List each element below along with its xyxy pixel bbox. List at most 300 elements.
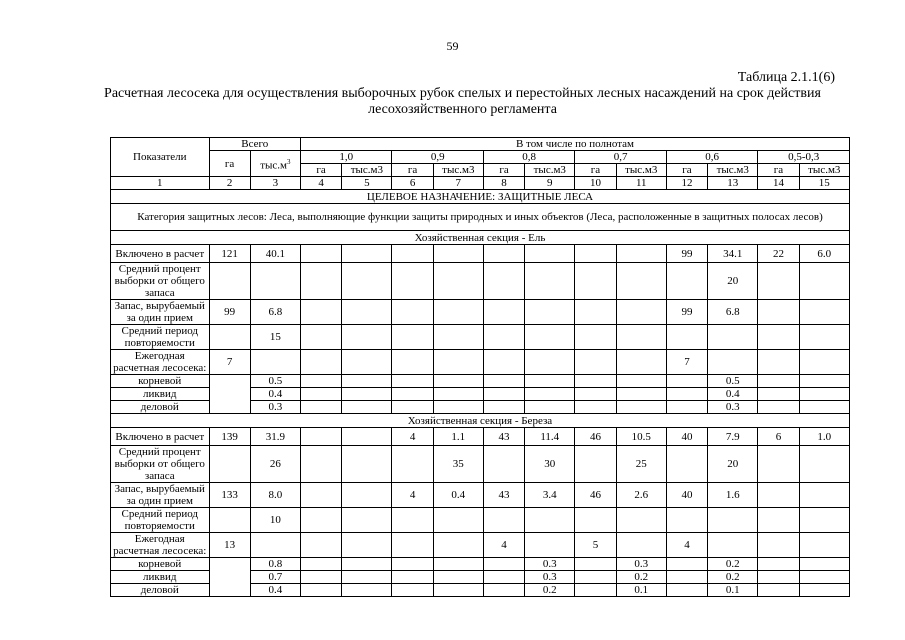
table-cell [799,401,849,414]
table-cell [483,263,524,300]
table-cell [799,350,849,375]
table-cell [525,533,575,558]
column-number: 3 [250,177,300,190]
table-row [111,428,850,446]
table-cell [708,325,758,350]
table-cell [342,533,392,558]
table-cell [392,584,433,597]
row-label: Ежегодная расчетная лесосека: [111,533,210,558]
table-row [111,508,850,533]
table-cell [525,508,575,533]
table-cell: 7.9 [708,428,758,446]
header-unit-m3: тыс.м3 [525,164,575,177]
row-label: ликвид [111,388,210,401]
purpose-row [111,190,850,204]
table-cell [575,245,616,263]
table-cell [209,558,250,597]
table-cell [758,483,799,508]
section-heading-row [111,231,850,245]
table-cell [525,245,575,263]
column-number: 14 [758,177,799,190]
table-cell [575,350,616,375]
table-cell: 13 [209,533,250,558]
table-cell: 4 [666,533,707,558]
table-cell [392,446,433,483]
table-cell: 0.4 [250,584,300,597]
table-cell [799,446,849,483]
table-cell [342,483,392,508]
table-cell: 7 [666,350,707,375]
table-cell [575,388,616,401]
table-cell [666,446,707,483]
table-cell: 99 [209,300,250,325]
row-label: Средний процент выборки от общего запаса [111,263,210,300]
table-cell: 99 [666,300,707,325]
table-cell: 3.4 [525,483,575,508]
section-heading: Хозяйственная секция - Береза [111,414,850,428]
column-number: 2 [209,177,250,190]
table-cell [483,558,524,571]
table-cell: 0.3 [616,558,666,571]
table-cell: 4 [392,428,433,446]
table-cell [392,533,433,558]
header-total-m3: $тыс.м^3$ [250,151,300,177]
table-cell: 0.7 [250,571,300,584]
column-number: 9 [525,177,575,190]
table-cell [433,375,483,388]
table-cell [758,350,799,375]
column-number: 15 [799,177,849,190]
row-label: деловой [111,584,210,597]
table-cell [616,401,666,414]
table-cell [799,508,849,533]
table-cell: 0.3 [250,401,300,414]
table-cell: 133 [209,483,250,508]
header-density: 0,5-0,3 [758,151,850,164]
table-cell [433,350,483,375]
table-cell [575,300,616,325]
table-cell [392,508,433,533]
table-cell [433,263,483,300]
table-cell: 11.4 [525,428,575,446]
table-cell: 0.5 [708,375,758,388]
table-cell [342,325,392,350]
table-cell: 20 [708,446,758,483]
table-cell: 0.1 [708,584,758,597]
table-cell: 121 [209,245,250,263]
table-cell: 1.1 [433,428,483,446]
header-indicators: Показатели [111,138,210,177]
table-cell: 0.3 [525,558,575,571]
table-cell [301,428,342,446]
row-label: ликвид [111,571,210,584]
column-number: 12 [666,177,707,190]
table-cell: 31.9 [250,428,300,446]
table-cell [483,325,524,350]
table-cell [525,350,575,375]
table-cell: 25 [616,446,666,483]
table-cell [799,388,849,401]
table-cell: 0.4 [708,388,758,401]
row-label: Запас, вырубаемый за один прием [111,300,210,325]
table-row [111,300,850,325]
table-cell: 0.4 [433,483,483,508]
table-cell: 6 [758,428,799,446]
table-cell [666,571,707,584]
table-cell [301,558,342,571]
table-cell [616,300,666,325]
table-cell: 0.4 [250,388,300,401]
table-cell: 4 [483,533,524,558]
table-cell [575,571,616,584]
table-cell [209,375,250,414]
table-cell [575,375,616,388]
table-cell [666,325,707,350]
table-cell [392,245,433,263]
table-cell [433,533,483,558]
table-cell [209,325,250,350]
table-cell [301,446,342,483]
table-cell [758,558,799,571]
header-unit-ha: га [666,164,707,177]
header-unit-ha: га [483,164,524,177]
table-cell [799,300,849,325]
table-cell [575,263,616,300]
table-cell: 0.2 [525,584,575,597]
table-cell [392,388,433,401]
table-cell [525,300,575,325]
table-cell [392,350,433,375]
table-cell [575,558,616,571]
table-cell [616,263,666,300]
table-cell [483,584,524,597]
table-cell [301,401,342,414]
table-cell: 43 [483,483,524,508]
table-cell [525,263,575,300]
table-cell [483,446,524,483]
row-label: Средний период повторяемости [111,508,210,533]
table-cell [433,558,483,571]
table-cell [708,533,758,558]
table-cell [301,325,342,350]
table-cell: 0.2 [708,571,758,584]
table-cell: 7 [209,350,250,375]
table-number: Таблица 2.1.1(6) [737,70,835,85]
table-cell: 43 [483,428,524,446]
table-cell [483,350,524,375]
table-cell [575,401,616,414]
table-cell [525,388,575,401]
table-cell [616,375,666,388]
table-cell: 15 [250,325,300,350]
table-cell [209,263,250,300]
table-cell [342,584,392,597]
table-cell [301,375,342,388]
table-cell [342,401,392,414]
table-cell [301,584,342,597]
table-cell [433,584,483,597]
table-cell [433,245,483,263]
header-unit-ha: га [301,164,342,177]
table-cell [301,571,342,584]
table-cell [301,245,342,263]
table-cell [666,375,707,388]
table-cell: 0.8 [250,558,300,571]
table-cell [616,533,666,558]
table-cell [483,300,524,325]
table-cell [342,350,392,375]
category-heading: Категория защитных лесов: Леса, выполняющие функции защиты природных и иных объектов (Леса, расположенные в защитных полосах лесов) [111,204,850,231]
table-cell [758,388,799,401]
table-cell: 0.3 [708,401,758,414]
table-cell [483,375,524,388]
table-row [111,558,850,571]
table-cell [575,325,616,350]
header-density: 0,7 [575,151,666,164]
table-cell: 1.6 [708,483,758,508]
table-cell [209,508,250,533]
table-cell [758,401,799,414]
table-cell [799,325,849,350]
table-cell: 40 [666,483,707,508]
table-cell: 22 [758,245,799,263]
table-cell [342,571,392,584]
table-cell [525,375,575,388]
header-unit-m3: тыс.м3 [616,164,666,177]
table-cell [758,325,799,350]
header-density: 0,8 [483,151,574,164]
table-cell [616,350,666,375]
table-cell [758,508,799,533]
table-row [111,446,850,483]
table-cell [616,245,666,263]
table-cell [433,508,483,533]
table-cell [666,388,707,401]
forest-table [110,137,850,597]
table-cell [799,263,849,300]
table-cell [301,300,342,325]
header-unit-ha: га [575,164,616,177]
table-cell [392,571,433,584]
table-cell: 10 [250,508,300,533]
table-row [111,375,850,388]
table-cell [301,388,342,401]
table-cell [708,350,758,375]
row-label: корневой [111,375,210,388]
table-cell [392,263,433,300]
row-label: деловой [111,401,210,414]
table-cell [575,584,616,597]
row-label: корневой [111,558,210,571]
table-cell: 40 [666,428,707,446]
row-label: Включено в расчет [111,245,210,263]
table-cell [483,571,524,584]
table-cell [799,584,849,597]
table-cell [666,401,707,414]
table-cell: 40.1 [250,245,300,263]
table-cell: 6.8 [708,300,758,325]
table-cell [301,533,342,558]
table-cell [758,533,799,558]
table-cell [799,483,849,508]
table-cell [392,558,433,571]
table-cell [301,508,342,533]
table-row [111,263,850,300]
header-density: 0,9 [392,151,483,164]
column-number-row [111,177,850,190]
table-title: Расчетная лесосека для осуществления выборочных рубок спелых и перестойных лесных насаждений на срок действия лесохозяйственного регламента [104,86,821,117]
table-cell [483,508,524,533]
table-cell [483,388,524,401]
header-total: Всего [209,138,300,151]
table-cell [758,571,799,584]
table-cell [758,375,799,388]
page-number: 59 [446,39,459,53]
table-cell [575,508,616,533]
column-number: 11 [616,177,666,190]
table-row [111,350,850,375]
table-cell: 26 [250,446,300,483]
table-cell: 4 [392,483,433,508]
header-unit-m3: тыс.м3 [342,164,392,177]
table-cell: 99 [666,245,707,263]
column-number: 7 [433,177,483,190]
row-label: Запас, вырубаемый за один прием [111,483,210,508]
table-cell [666,508,707,533]
table-cell: 2.6 [616,483,666,508]
column-number: 4 [301,177,342,190]
row-label: Средний период повторяемости [111,325,210,350]
purpose-heading: ЦЕЛЕВОЕ НАЗНАЧЕНИЕ: ЗАЩИТНЫЕ ЛЕСА [111,190,850,204]
table-cell [342,245,392,263]
table-cell: 0.1 [616,584,666,597]
table-cell [342,388,392,401]
table-cell [301,483,342,508]
table-cell [392,401,433,414]
category-row [111,204,850,231]
table-cell: 46 [575,428,616,446]
table-cell [342,300,392,325]
table-cell [433,401,483,414]
table-cell: 46 [575,483,616,508]
table-cell [525,325,575,350]
table-cell [433,388,483,401]
table-cell [209,446,250,483]
table-cell [433,325,483,350]
table-cell [799,375,849,388]
table-cell: 0.2 [708,558,758,571]
table-cell [799,533,849,558]
header-unit-m3: тыс.м3 [799,164,849,177]
table-cell [250,350,300,375]
header-density: 0,6 [666,151,757,164]
table-cell [483,245,524,263]
table-cell [433,571,483,584]
table-cell [342,446,392,483]
table-cell: 35 [433,446,483,483]
table-cell [250,533,300,558]
header-unit-ha: га [758,164,799,177]
header-unit-ha: га [392,164,433,177]
table-cell: 0.3 [525,571,575,584]
table-cell [301,350,342,375]
header-row-1 [111,138,850,151]
table-row [111,483,850,508]
table-cell: 5 [575,533,616,558]
table-cell [392,375,433,388]
row-label: Ежегодная расчетная лесосека: [111,350,210,375]
table-cell: 30 [525,446,575,483]
table-cell [616,325,666,350]
row-label: Средний процент выборки от общего запаса [111,446,210,483]
table-cell [342,508,392,533]
header-density: 1,0 [301,151,392,164]
row-label: Включено в расчет [111,428,210,446]
table-cell: 0.2 [616,571,666,584]
table-cell [342,375,392,388]
table-cell: 139 [209,428,250,446]
table-cell [342,263,392,300]
table-row [111,245,850,263]
column-number: 13 [708,177,758,190]
header-incl: В том числе по полнотам [301,138,850,151]
table-cell [799,571,849,584]
table-row [111,533,850,558]
table-cell [250,263,300,300]
column-number: 1 [111,177,210,190]
header-unit-m3: тыс.м3 [433,164,483,177]
table-cell: 6.8 [250,300,300,325]
table-cell: 0.5 [250,375,300,388]
column-number: 5 [342,177,392,190]
table-cell [483,401,524,414]
header-total-ha: га [209,151,250,177]
table-cell [758,584,799,597]
header-unit-m3: тыс.м3 [708,164,758,177]
table-row [111,325,850,350]
table-cell [616,388,666,401]
column-number: 10 [575,177,616,190]
table-cell: 34.1 [708,245,758,263]
table-cell [433,300,483,325]
section-heading-row [111,414,850,428]
table-cell [575,446,616,483]
table-cell [525,401,575,414]
table-cell [799,558,849,571]
column-number: 8 [483,177,524,190]
table-cell: 6.0 [799,245,849,263]
table-body [111,138,850,597]
table-cell: 1.0 [799,428,849,446]
table-cell: 8.0 [250,483,300,508]
table-cell [342,428,392,446]
table-cell [616,508,666,533]
table-cell [666,584,707,597]
table-cell [666,263,707,300]
table-cell [392,300,433,325]
table-cell [666,558,707,571]
table-cell [758,263,799,300]
table-cell [708,508,758,533]
table-cell [301,263,342,300]
column-number: 6 [392,177,433,190]
table-cell: 20 [708,263,758,300]
table-cell [758,300,799,325]
table-cell: 10.5 [616,428,666,446]
table-cell [342,558,392,571]
table-cell [392,325,433,350]
header-row-2 [111,151,850,164]
